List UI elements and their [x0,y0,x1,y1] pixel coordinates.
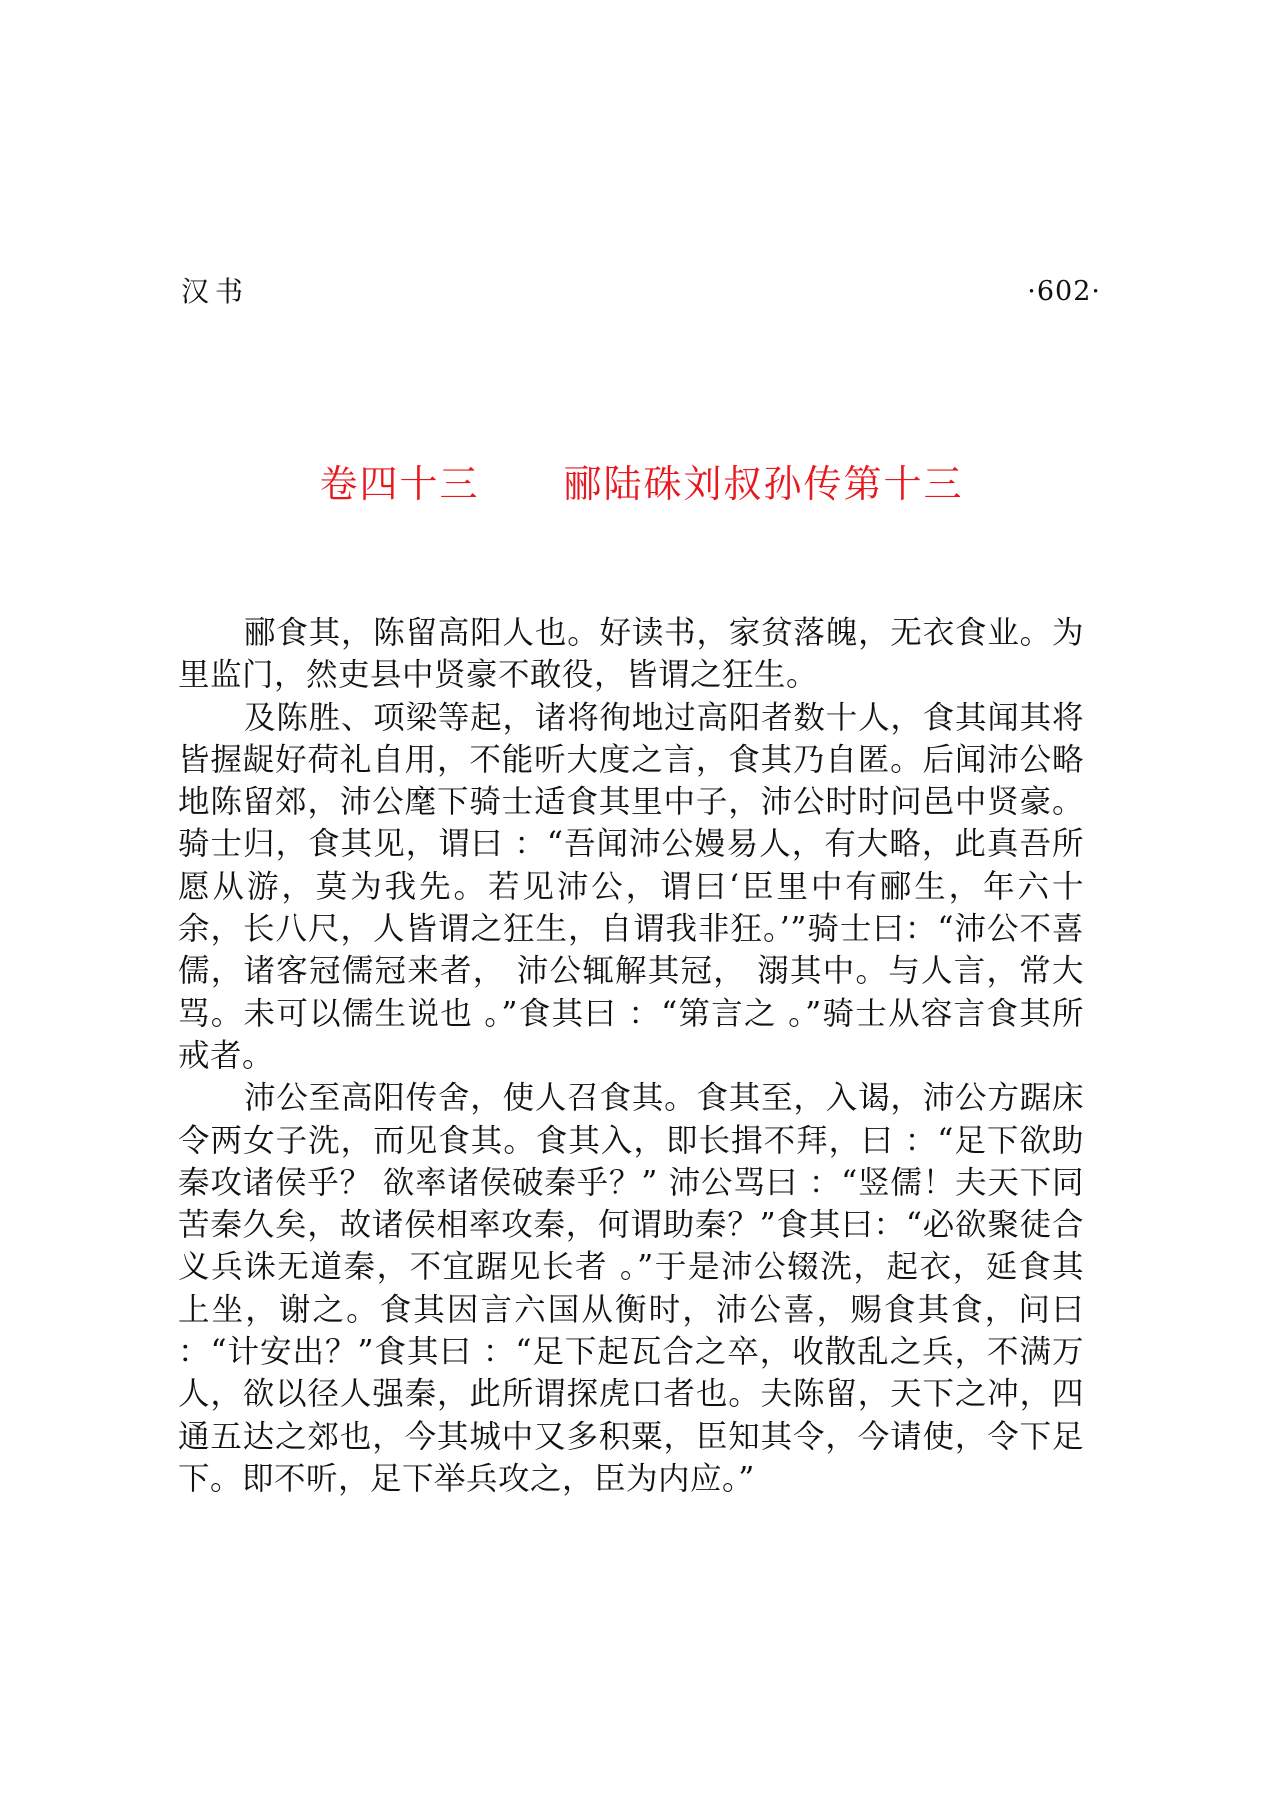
page-number: ·602· [1027,276,1101,307]
running-header [181,272,1101,312]
chapter-heading [0,458,1283,510]
paragraph: 沛公至高阳传舍，使人召食其。食其至，入谒，沛公方踞床令两女子洗，而见食其。食其入，即长揖不拜，曰 ：“足下欲助秦攻诸侯乎？ 欲率诸侯破秦乎？” 沛公骂曰 ：“竖儒！夫天下同苦秦久矣，故诸侯相率攻秦，何谓助秦？”食其曰：“必欲聚徒合义兵诛无道秦，不宜踞见长者 。”于是沛公辍洗，起衣，延食其上坐，谢之。食其因言六国从衡时，沛公喜，赐食其食，问曰 ：“计安出？”食其曰 ：“足下起瓦合之卒，收散乱之兵，不满万人，欲以径人强秦，此所谓探虎口者也。夫陈留，天下之冲，四通五达之郊也，今其城中又多积粟，臣知其令，今请使，令下足下。即不听，足下举兵攻之，臣为内应。” [178,1080,1084,1497]
paragraph: 郦食其，陈留高阳人也。好读书，家贫落魄，无衣食业。为里监门，然吏县中贤豪不敢役，皆谓之狂生。 [178,615,1084,694]
body-text [178,612,1084,1500]
paragraph: 及陈胜、项梁等起，诸将徇地过高阳者数十人，食其闻其将皆握龊好荷礼自用，不能听大度之言，食其乃自匿。后闻沛公略地陈留郊，沛公麾下骑士适食其里中子，沛公时时问邑中贤豪。骑士归，食其见，谓曰 ：“吾闻沛公嫚易人，有大略，此真吾所愿从游，莫为我先。若见沛公，谓曰‘臣里中有郦生，年六十余，长八尺，人皆谓之狂生，自谓我非狂。’”骑士曰：“沛公不喜儒，诸客冠儒冠来者， 沛公辄解其冠， 溺其中。与人言，常大骂。未可以儒生说也 。”食其曰 ：“第言之 。”骑士从容言食其所戒者。 [178,699,1084,1074]
book-title: 汉书 [181,275,250,308]
chapter-title: 郦陆硃刘叔孙传第十三 [563,462,964,506]
volume-number: 卷四十三 [319,462,480,506]
